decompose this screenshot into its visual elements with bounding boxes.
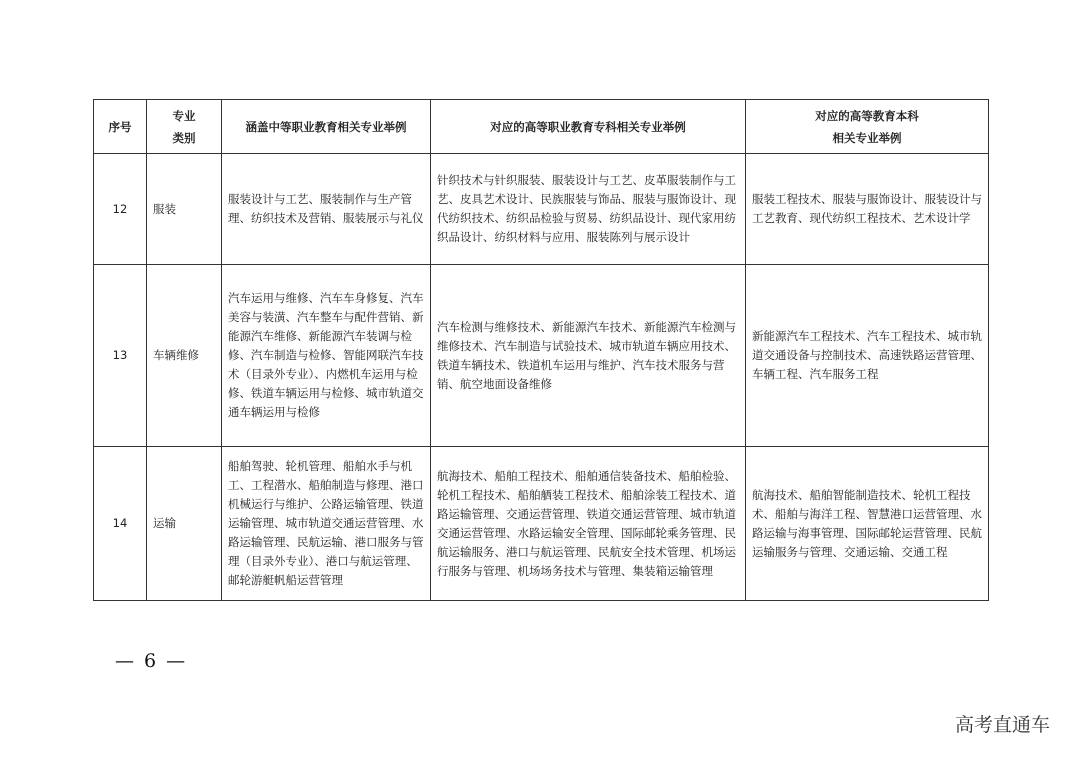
row-college-majors: 汽车检测与维修技术、新能源汽车技术、新能源汽车检测与维修技术、汽车制造与试验技术、城市轨道车辆应用技术、铁道车辆技术、铁道机车运用与维护、汽车技术服务与营销、航空地面设备维修 xyxy=(431,265,746,447)
row-secondary-majors: 船舶驾驶、轮机管理、船舶水手与机工、工程潜水、船舶制造与修理、港口机械运行与维护、公路运输管理、铁道运输管理、城市轨道交通运营管理、水路运输管理、民航运输、港口服务与管理（目录外专业）、港口与航运管理、邮轮游艇帆船运营管理 xyxy=(222,447,431,601)
row-category: 运输 xyxy=(147,447,222,601)
watermark-text: 高考直通车 xyxy=(954,714,1050,736)
row-college-majors: 航海技术、船舶工程技术、船舶通信装备技术、船舶检验、轮机工程技术、船舶舾装工程技术、船舶涂装工程技术、道路运输管理、交通运营管理、铁道交通运营管理、城市轨道交通运营管理、水路运输安全管理、国际邮轮乘务管理、民航运输服务、港口与航运管理、民航安全技术管理、机场运行服务与管理、机场场务技术与管理、集装箱运输管理 xyxy=(431,447,746,601)
row-secondary-majors: 汽车运用与维修、汽车车身修复、汽车美容与装潢、汽车整车与配件营销、新能源汽车维修、新能源汽车装调与检修、汽车制造与检修、智能网联汽车技术（目录外专业）、内燃机车运用与检修、铁道车辆运用与检修、城市轨道交通车辆运用与检修 xyxy=(222,265,431,447)
table-row xyxy=(94,154,989,265)
header-bachelor-line2: 相关专业举例 xyxy=(832,130,902,145)
header-college: 对应的高等职业教育专科相关专业举例 xyxy=(431,100,746,154)
major-table xyxy=(93,99,989,601)
row-college-majors: 针织技术与针织服装、服装设计与工艺、皮革服装制作与工艺、皮具艺术设计、民族服装与饰品、服装与服饰设计、现代纺织技术、纺织品检验与贸易、纺织品设计、现代家用纺织品设计、纺织材料与应用、服装陈列与展示设计 xyxy=(431,154,746,265)
header-bachelor-line1: 对应的高等教育本科 xyxy=(815,108,919,123)
row-number: 14 xyxy=(94,447,147,601)
row-category: 服装 xyxy=(147,154,222,265)
header-category xyxy=(147,100,222,154)
table-header-row xyxy=(94,100,989,154)
row-bachelor-majors: 服装工程技术、服装与服饰设计、服装设计与工艺教育、现代纺织工程技术、艺术设计学 xyxy=(746,154,989,265)
row-category: 车辆维修 xyxy=(147,265,222,447)
row-bachelor-majors: 航海技术、船舶智能制造技术、轮机工程技术、船舶与海洋工程、智慧港口运营管理、水路运输与海事管理、国际邮轮运营管理、民航运输服务与管理、交通运输、交通工程 xyxy=(746,447,989,601)
table-row xyxy=(94,447,989,601)
header-category-line2: 类别 xyxy=(172,130,196,145)
header-bachelor xyxy=(746,100,989,154)
row-number: 13 xyxy=(94,265,147,447)
header-no: 序号 xyxy=(94,100,147,154)
row-secondary-majors: 服装设计与工艺、服装制作与生产管理、纺织技术及营销、服装展示与礼仪 xyxy=(222,154,431,265)
row-number: 12 xyxy=(94,154,147,265)
header-secondary: 涵盖中等职业教育相关专业举例 xyxy=(222,100,431,154)
row-bachelor-majors: 新能源汽车工程技术、汽车工程技术、城市轨道交通设备与控制技术、高速铁路运营管理、车辆工程、汽车服务工程 xyxy=(746,265,989,447)
page-number: — 6 — xyxy=(115,650,188,672)
header-category-line1: 专业 xyxy=(172,108,196,123)
table-row xyxy=(94,265,989,447)
